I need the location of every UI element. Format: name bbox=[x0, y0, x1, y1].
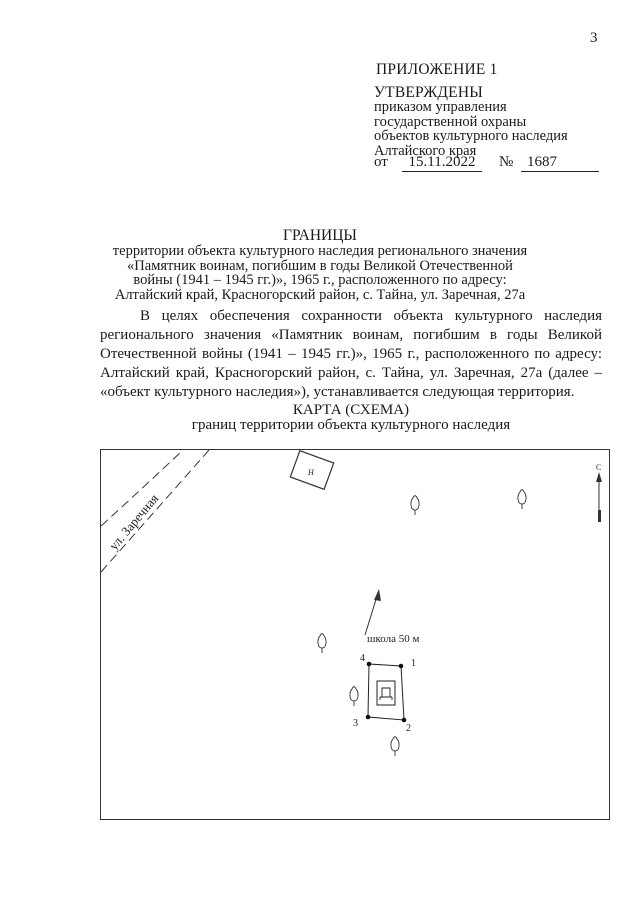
north-arrow-icon bbox=[596, 463, 602, 522]
title-line: «Памятник воинам, погибшим в годы Великой Отечественной bbox=[127, 257, 513, 274]
order-line: государственной охраны bbox=[374, 113, 527, 130]
building-label: Н bbox=[308, 468, 314, 477]
point-label-3: 3 bbox=[353, 718, 358, 729]
order-date-number bbox=[374, 154, 614, 174]
map-subtitle: границ территории объекта культурного наследия bbox=[191, 417, 511, 433]
point-label-1: 1 bbox=[411, 658, 416, 669]
monument-icon bbox=[377, 681, 395, 705]
appendix-label: ПРИЛОЖЕНИЕ 1 bbox=[376, 61, 498, 78]
tree-icon bbox=[391, 737, 399, 756]
boundary-point-4 bbox=[367, 662, 372, 667]
order-line: Алтайского края bbox=[374, 142, 477, 159]
boundary-point-2 bbox=[402, 718, 407, 723]
school-label: школа 50 м bbox=[367, 633, 420, 645]
tree-icon bbox=[411, 496, 419, 515]
order-number: 1687 bbox=[521, 154, 599, 172]
number-sign: № bbox=[499, 154, 514, 170]
map-drawing bbox=[101, 450, 611, 821]
document-title bbox=[90, 228, 550, 302]
school-direction-arrow bbox=[365, 589, 381, 635]
order-line: объектов культурного наследия bbox=[374, 128, 568, 144]
boundary-point-1 bbox=[399, 664, 404, 669]
title-heading: ГРАНИЦЫ bbox=[283, 227, 357, 244]
compass-label: С bbox=[596, 463, 602, 472]
order-date: 15.11.2022 bbox=[402, 154, 482, 172]
body-paragraph: В целях обеспечения сохранности объекта культурного наследия регионального значения «Памятник воинам, погибшим в годы Великой Отечественной войны (1941 – 1945 гг.)», 1965 г., расположенного по адресу: Алтайский край, Красногорский район, с. Тайна, ул. Заречная, 27а (далее – «объект культурного наследия»), устанавливается следующая территория. bbox=[100, 308, 602, 400]
tree-icon bbox=[518, 490, 526, 509]
boundary-point-3 bbox=[366, 715, 371, 720]
point-label-4: 4 bbox=[360, 653, 365, 664]
territory-boundary bbox=[368, 664, 404, 720]
tree-icon bbox=[318, 634, 326, 653]
building-icon bbox=[290, 451, 333, 490]
map-title: КАРТА (СХЕМА) bbox=[292, 402, 410, 418]
title-line: войны (1941 – 1945 гг.)», 1965 г., расположенного по адресу: bbox=[133, 272, 507, 288]
title-line: Алтайский край, Красногорский район, с. Тайна, ул. Заречная, 27а bbox=[114, 286, 526, 303]
order-reference bbox=[374, 100, 614, 158]
date-prefix: от bbox=[374, 154, 388, 170]
tree-icon bbox=[350, 687, 358, 706]
order-line: приказом управления bbox=[374, 99, 507, 115]
map-title-block bbox=[100, 403, 602, 433]
page-number: 3 bbox=[590, 30, 598, 46]
point-label-2: 2 bbox=[406, 723, 411, 734]
street-label: ул. Заречная bbox=[105, 490, 162, 553]
title-line: территории объекта культурного наследия регионального значения bbox=[112, 243, 528, 259]
map-frame bbox=[100, 449, 610, 820]
approved-label: УТВЕРЖДЕНЫ bbox=[374, 84, 483, 101]
